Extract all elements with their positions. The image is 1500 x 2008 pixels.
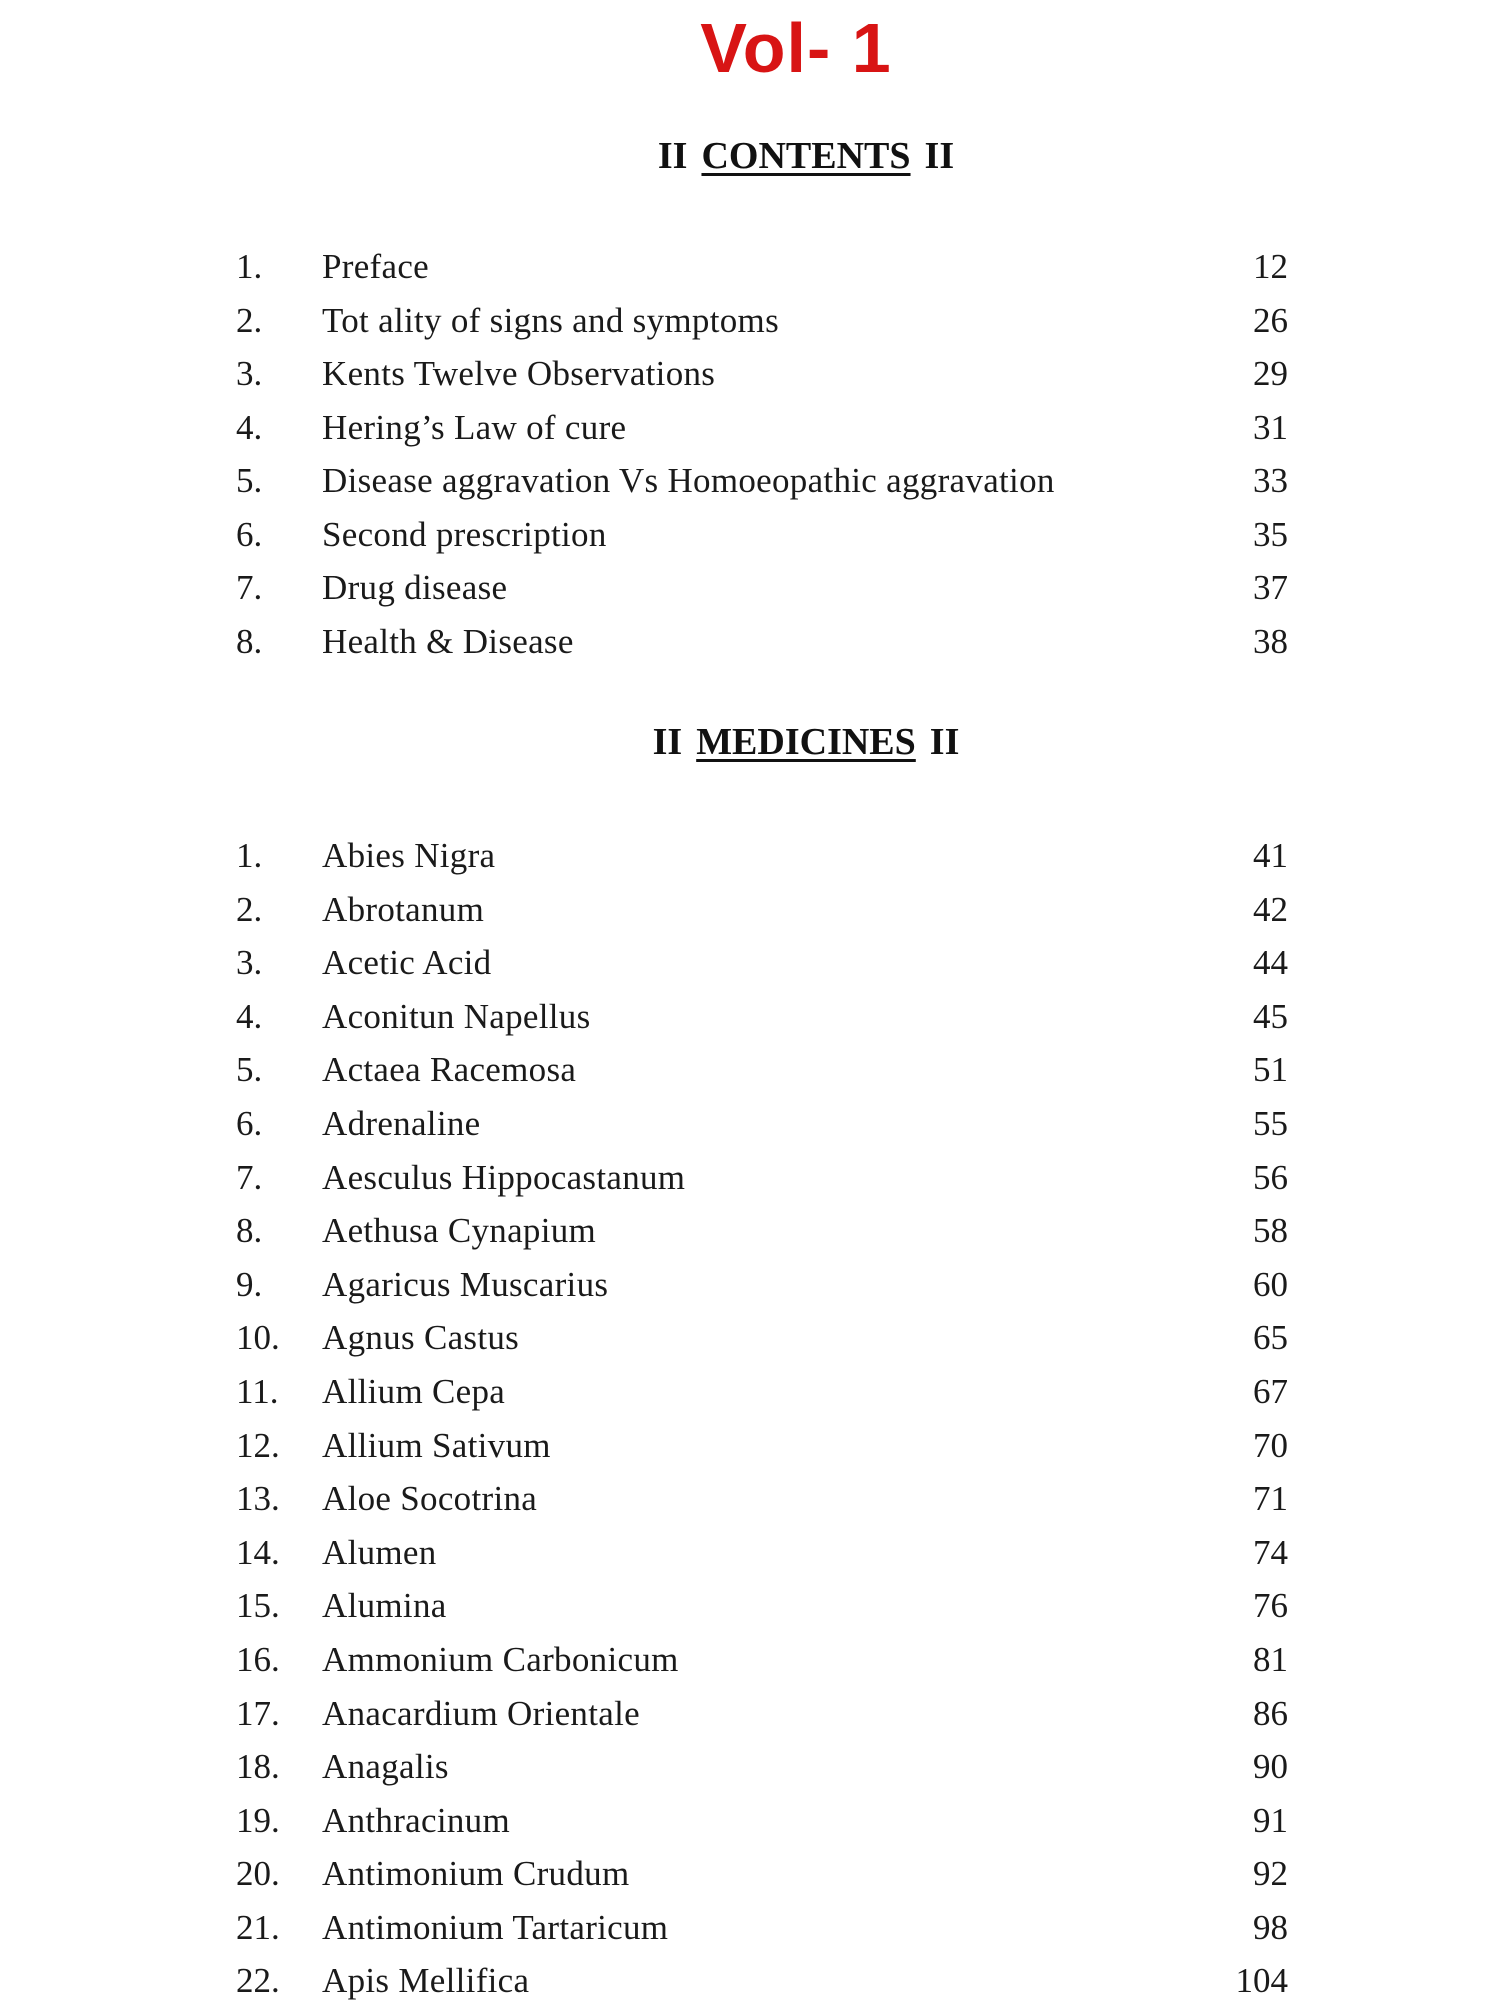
- entry-page-number: 98: [1253, 1907, 1288, 1947]
- medicines-entry: [0, 1311, 1500, 1365]
- entry-title: Hering’s Law of cure: [322, 407, 627, 447]
- medicines-entry: [0, 829, 1500, 883]
- entry-number: 8.: [236, 621, 263, 661]
- entry-title: Drug disease: [322, 568, 508, 607]
- medicines-entry: [0, 1633, 1500, 1687]
- entry-page-number: 70: [1253, 1425, 1288, 1465]
- entry-number: 6.: [236, 514, 263, 554]
- entry-page-number: 65: [1253, 1318, 1288, 1358]
- entry-number: 20.: [236, 1854, 280, 1894]
- entry-title: Actaea Racemosa: [322, 1050, 577, 1090]
- entry-title: Allium Sativum: [322, 1425, 551, 1465]
- entry-number: 12.: [236, 1425, 280, 1465]
- entry-title: Anacardium Orientale: [322, 1693, 640, 1733]
- entry-title: Disease aggravation Vs Homoeopathic aggravation: [322, 461, 1055, 500]
- entry-number: 21.: [236, 1907, 280, 1947]
- entry-number: 4.: [236, 996, 263, 1036]
- entry-number: 7.: [236, 568, 263, 607]
- entry-number: 8.: [236, 1211, 263, 1251]
- entry-page-number: 45: [1253, 996, 1288, 1036]
- contents-entry: [0, 454, 1500, 508]
- entry-page-number: 33: [1253, 461, 1288, 500]
- entry-number: 6.: [236, 1103, 263, 1143]
- entry-number: 16.: [236, 1639, 280, 1679]
- medicines-entry: [0, 1901, 1500, 1955]
- volume-title: Vol- 1: [700, 9, 892, 87]
- contents-list: [0, 240, 1500, 668]
- entry-number: 9.: [236, 1264, 263, 1304]
- entry-page-number: 81: [1253, 1639, 1288, 1679]
- entry-page-number: 86: [1253, 1693, 1288, 1733]
- heading-marker-right: II: [924, 135, 955, 177]
- medicines-entry: [0, 1204, 1500, 1258]
- entry-title: Agaricus Muscarius: [322, 1264, 609, 1304]
- heading-marker-right: II: [929, 721, 960, 763]
- entry-number: 4.: [236, 407, 263, 447]
- medicines-entry: [0, 1526, 1500, 1580]
- medicines-entry: [0, 883, 1500, 937]
- entry-title: Second prescription: [322, 514, 607, 554]
- entry-page-number: 37: [1253, 568, 1288, 607]
- entry-title: Apis Mellifica: [322, 1961, 530, 2001]
- medicines-entry: [0, 990, 1500, 1044]
- entry-title: Alumina: [322, 1586, 447, 1626]
- entry-number: 10.: [236, 1318, 280, 1358]
- contents-entry: [0, 561, 1500, 615]
- entry-page-number: 56: [1253, 1157, 1288, 1197]
- entry-number: 22.: [236, 1961, 280, 2001]
- entry-title: Antimonium Crudum: [322, 1854, 630, 1894]
- entry-number: 18.: [236, 1747, 280, 1787]
- entry-page-number: 58: [1253, 1211, 1288, 1251]
- medicines-list: [0, 829, 1500, 2008]
- entry-title: Kents Twelve Observations: [322, 354, 716, 393]
- entry-number: 15.: [236, 1586, 280, 1626]
- entry-title: Adrenaline: [322, 1103, 481, 1143]
- entry-number: 13.: [236, 1479, 280, 1519]
- entry-number: 14.: [236, 1532, 280, 1572]
- entry-page-number: 51: [1253, 1050, 1288, 1090]
- entry-number: 7.: [236, 1157, 263, 1197]
- heading-marker-left: II: [652, 721, 683, 763]
- entry-title: Anagalis: [322, 1747, 449, 1787]
- entry-number: 3.: [236, 354, 263, 393]
- medicines-entry: [0, 1687, 1500, 1741]
- entry-title: Aesculus Hippocastanum: [322, 1157, 686, 1197]
- contents-heading: [0, 134, 1500, 178]
- entry-page-number: 67: [1253, 1371, 1288, 1411]
- entry-title: Aconitun Napellus: [322, 996, 591, 1036]
- contents-entry: [0, 508, 1500, 562]
- entry-number: 5.: [236, 1050, 263, 1090]
- entry-page-number: 74: [1253, 1532, 1288, 1572]
- contents-entry: [0, 615, 1500, 669]
- contents-entry: [0, 240, 1500, 294]
- entry-number: 2.: [236, 300, 263, 340]
- entry-number: 19.: [236, 1800, 280, 1840]
- entry-page-number: 26: [1253, 300, 1288, 340]
- entry-number: 2.: [236, 889, 263, 929]
- entry-number: 1.: [236, 247, 263, 286]
- entry-title: Aethusa Cynapium: [322, 1211, 597, 1251]
- entry-page-number: 31: [1253, 407, 1288, 447]
- entry-title: Preface: [322, 247, 430, 286]
- entry-page-number: 38: [1253, 621, 1288, 661]
- entry-page-number: 76: [1253, 1586, 1288, 1626]
- entry-title: Agnus Castus: [322, 1318, 520, 1358]
- entry-title: Antimonium Tartaricum: [322, 1907, 669, 1947]
- entry-page-number: 41: [1253, 836, 1288, 875]
- medicines-entry: [0, 1365, 1500, 1419]
- entry-page-number: 55: [1253, 1103, 1288, 1143]
- entry-page-number: 104: [1235, 1961, 1288, 2001]
- entry-page-number: 90: [1253, 1747, 1288, 1787]
- contents-entry: [0, 347, 1500, 401]
- medicines-entry: [0, 1043, 1500, 1097]
- entry-number: 1.: [236, 836, 263, 875]
- contents-entry: [0, 294, 1500, 348]
- contents-heading-text: CONTENTS: [701, 135, 911, 177]
- entry-title: Abrotanum: [322, 889, 485, 929]
- entry-page-number: 42: [1253, 889, 1288, 929]
- medicines-entry: [0, 1579, 1500, 1633]
- medicines-entry: [0, 1151, 1500, 1205]
- entry-number: 3.: [236, 943, 263, 983]
- heading-marker-left: II: [657, 135, 688, 177]
- entry-page-number: 44: [1253, 943, 1288, 983]
- entry-page-number: 29: [1253, 354, 1288, 393]
- entry-title: Aloe Socotrina: [322, 1479, 538, 1519]
- medicines-entry: [0, 1258, 1500, 1312]
- contents-entry: [0, 401, 1500, 455]
- entry-title: Allium Cepa: [322, 1371, 506, 1411]
- medicines-heading-text: MEDICINES: [696, 721, 916, 763]
- entry-number: 5.: [236, 461, 263, 500]
- entry-page-number: 91: [1253, 1800, 1288, 1840]
- entry-title: Abies Nigra: [322, 836, 496, 875]
- medicines-entry: [0, 1740, 1500, 1794]
- entry-title: Anthracinum: [322, 1800, 510, 1840]
- medicines-entry: [0, 1847, 1500, 1901]
- medicines-entry: [0, 936, 1500, 990]
- medicines-entry: [0, 1097, 1500, 1151]
- entry-title: Health & Disease: [322, 621, 574, 661]
- medicines-entry: [0, 1419, 1500, 1473]
- entry-number: 11.: [236, 1371, 279, 1411]
- entry-title: Alumen: [322, 1532, 437, 1572]
- entry-page-number: 71: [1253, 1479, 1288, 1519]
- entry-title: Tot ality of signs and symptoms: [322, 300, 779, 340]
- entry-title: Ammonium Carbonicum: [322, 1639, 679, 1679]
- entry-page-number: 92: [1253, 1854, 1288, 1894]
- entry-page-number: 12: [1253, 247, 1288, 286]
- medicines-entry: [0, 1472, 1500, 1526]
- medicines-entry: [0, 1794, 1500, 1848]
- entry-page-number: 35: [1253, 514, 1288, 554]
- medicines-heading: [0, 720, 1500, 764]
- entry-title: Acetic Acid: [322, 943, 492, 983]
- entry-number: 17.: [236, 1693, 280, 1733]
- entry-page-number: 60: [1253, 1264, 1288, 1304]
